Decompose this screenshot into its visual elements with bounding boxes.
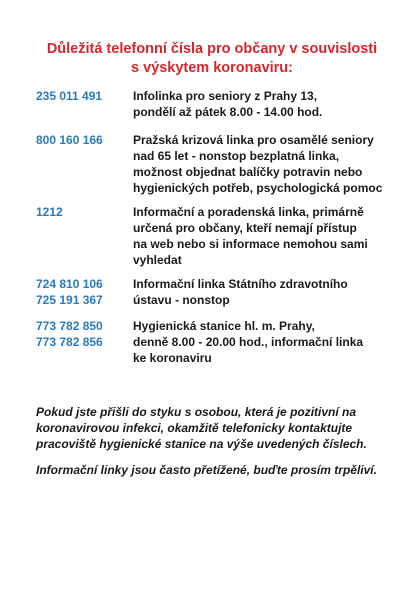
contact-description [133,204,368,268]
page-title-line-1: Důležitá telefonní čísla pro občany v souvislosti [46,41,378,57]
description-line: Infolinka pro seniory z Prahy 13, [133,89,318,103]
contact-entry-information-line [36,204,396,272]
description-line: Informační linka Státního zdravotního [133,277,348,291]
phone-numbers [36,88,102,104]
description-line: určená pro občany, kteří nemají přístup [133,221,357,235]
contact-description [133,132,382,196]
description-line: Hygienická stanice hl. m. Prahy, [133,319,315,333]
note-line: Informační linky jsou často přetížené, buďte prosím trpěliví. [36,463,377,477]
description-line: vyhledat [133,253,182,267]
contact-description [133,88,322,120]
page-title [20,40,404,78]
description-line: pondělí až pátek 8.00 - 14.00 hod. [133,105,323,119]
phone-numbers [36,132,103,148]
description-line: ústavu - nonstop [133,293,230,307]
busy-lines-note [36,462,396,478]
description-line: Pražská krizová linka pro osamělé seniory [133,133,374,147]
contact-entry-senior-infoline [36,88,396,124]
description-line: možnost objednat balíčky potravin nebo [133,165,363,179]
phone-number[interactable]: 235 011 491 [36,89,103,103]
phone-numbers [36,318,103,350]
contact-advice-note [36,404,396,452]
phone-number[interactable]: 725 191 367 [36,293,103,307]
description-line: Informační a poradenská linka, primárně [133,205,364,219]
phone-number[interactable]: 1212 [36,205,63,219]
description-line: nad 65 let - nonstop bezplatná linka, [133,149,340,163]
description-line: denně 8.00 - 20.00 hod., informační linka [133,335,364,349]
phone-numbers [36,276,103,308]
note-line: pracoviště hygienické stanice na výše uvedených číslech. [36,437,367,451]
description-line: na web nebo si informace nemohou sami [133,237,368,251]
description-line: hygienických potřeb, psychologická pomoc [133,181,383,195]
phone-number[interactable]: 773 782 850 [36,319,103,333]
note-line: koronavirovou infekci, okamžitě telefonicky kontaktujte [36,421,353,435]
phone-number[interactable]: 773 782 856 [36,335,103,349]
note-line: Pokud jste přišli do styku s osobou, která je pozitivní na [36,405,357,419]
contact-entry-hygiene-station [36,318,396,370]
description-line: ke koronaviru [133,351,212,365]
contact-entry-crisis-line [36,132,396,200]
contact-description [133,318,363,366]
phone-number[interactable]: 724 810 106 [36,277,103,291]
contact-description [133,276,348,308]
phone-numbers [36,204,63,220]
phone-number[interactable]: 800 160 166 [36,133,103,147]
page-title-line-2: s výskytem koronaviru: [131,60,293,76]
contact-entry-health-institute [36,276,396,312]
